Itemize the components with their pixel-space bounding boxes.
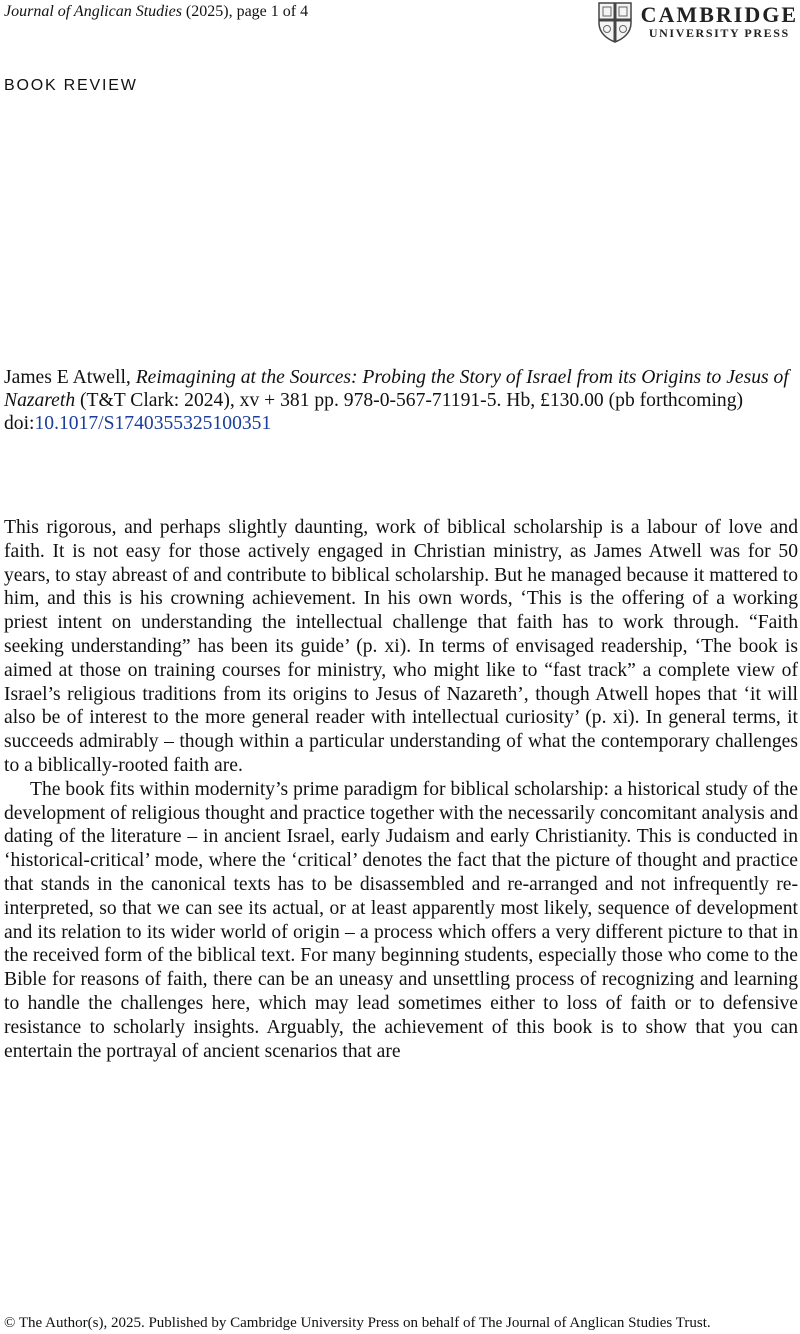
citation-title: Reimagining at the Sources: Probing the Story of Israel from its Origins to Jesus of Nazareth [4, 367, 789, 411]
citation-details: (T&T Clark: 2024), xv + 381 pp. 978-0-567-71191-5. Hb, £130.00 (pb forthcoming) [75, 390, 744, 411]
publisher-name: CAMBRIDGE [640, 2, 798, 27]
citation-author: James E Atwell, [4, 367, 136, 388]
review-body [4, 516, 798, 1063]
publisher-subname: UNIVERSITY PRESS [648, 26, 790, 40]
paragraph: The book fits within modernity’s prime paradigm for biblical scholarship: a historical study of the development of religious thought and practice together with the necessarily concomitant analysis and dating of the literature – in ancient Israel, early Judaism and early Christianity. This is conducted in ‘historical-critical’ mode, where the ‘critical’ denotes the fact that the picture of thought and practice that stands in the canonical texts has to be disassembled and re-arranged and not infrequently re-interpreted, so that we can see its actual, or at least apparently most likely, sequence of development and its relation to its wider world of origin – a process which offers a very different picture to that in the received form of the biblical text. For many beginning students, especially those who come to the Bible for reasons of faith, there can be an uneasy and unsettling process of recognizing and learning to handle the challenges here, which may lead sometimes either to loss of faith or to defensive resistance to scholarly insights. Arguably, the achievement of this book is to show that you can entertain the portrayal of ancient scenarios that are [4, 778, 798, 1062]
copyright-footer: © The Author(s), 2025. Published by Cambridge University Press on behalf of The Journal of Anglican Studies Trust. [4, 1315, 711, 1331]
book-citation [4, 366, 798, 435]
doi-link[interactable]: 10.1017/S1740355325100351 [34, 413, 272, 434]
university-shield-icon [597, 1, 633, 43]
section-label: BOOK REVIEW [4, 77, 138, 94]
doi-prefix: doi: [4, 413, 35, 434]
publisher-text [641, 4, 798, 40]
paragraph: This rigorous, and perhaps slightly daunting, work of biblical scholarship is a labour of love and faith. It is not easy for those actively engaged in Christian ministry, as James Atwell was for 50 years, to stay abreast of and contribute to biblical scholarship. But he managed because it mattered to him, and this is his crowning achievement. In his own words, ‘This is the offering of a working priest intent on understanding the intellectual challenge that faith has to work through. “Faith seeking understanding” has been its guide’ (p. xi). In terms of envisaged readership, ‘The book is aimed at those on training courses for ministry, who might like to “fast track” a complete view of Israel’s religious traditions from its origins to Jesus of Nazareth’, though Atwell hopes that ‘it will also be of interest to the more general reader with intellectual curiosity’ (p. xi). In general terms, it succeeds admirably – though within a particular understanding of what the contemporary challenges to a biblically-rooted faith are. [4, 517, 798, 776]
journal-details: (2025), page 1 of 4 [181, 3, 309, 20]
publisher-logo [597, 0, 798, 44]
running-head [4, 2, 308, 22]
journal-name: Journal of Anglican Studies [4, 3, 182, 20]
